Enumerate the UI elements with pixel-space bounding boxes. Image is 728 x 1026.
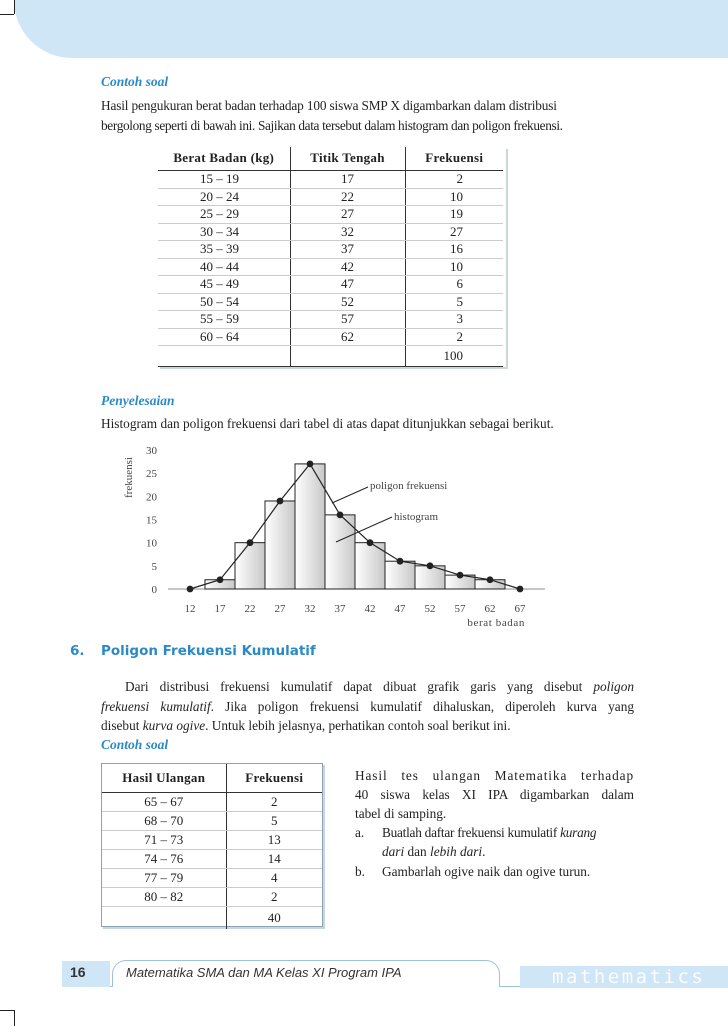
- cell-frekuensi: 2: [405, 328, 503, 346]
- cell-hasil-ulangan: 74 – 76: [102, 850, 226, 869]
- cell-frekuensi: 5: [226, 812, 322, 831]
- section6-p2-text: . Jika poligon frekuensi kumulatif dihaluskan, diperoleh kurva yang: [210, 699, 634, 714]
- section6-number: 6.: [70, 643, 85, 659]
- header-titik-tengah: Titik Tengah: [290, 147, 405, 171]
- cell-total: 40: [226, 907, 322, 930]
- cell-titik-tengah: 52: [290, 293, 405, 311]
- cell-hasil-ulangan: 71 – 73: [102, 831, 226, 850]
- item-a-line1: [382, 823, 637, 842]
- crop-mark-bottom-left: [0, 1010, 14, 1011]
- example2-desc-line2: 40 siswa kelas XI IPA digambarkan dalam: [355, 787, 634, 802]
- cell-berat-badan: 60 – 64: [158, 328, 290, 346]
- cell-hasil-ulangan: 68 – 70: [102, 812, 226, 831]
- example1-text-line2: bergolong seperti di bawah ini. Sajikan data tersebut dalam histogram dan poligon frekuensi.: [101, 118, 563, 133]
- cell-empty: [158, 346, 290, 367]
- section6-paragraph-line1: [125, 677, 634, 696]
- weight-table: [158, 147, 503, 367]
- item-a-em-dari: dari: [382, 844, 405, 859]
- histogram-chart: [100, 436, 560, 636]
- x-tick-label: 57: [454, 603, 466, 615]
- table-row: [102, 850, 322, 869]
- cell-frekuensi: 10: [405, 188, 503, 206]
- y-axis-label: frekuensi: [123, 457, 135, 498]
- x-tick-label: 27: [274, 603, 286, 615]
- cell-frekuensi: 16: [405, 241, 503, 259]
- header-berat-badan: Berat Badan (kg): [158, 147, 290, 171]
- weight-table-header-row: [158, 147, 503, 171]
- example1-label: Contoh soal: [101, 74, 169, 89]
- cell-frekuensi: 13: [226, 831, 322, 850]
- cell-frekuensi: 2: [226, 888, 322, 907]
- example1-text-line1: Hasil pengukuran berat badan terhadap 100 siswa SMP X digambarkan dalam distribusi: [101, 98, 557, 113]
- cell-frekuensi: 5: [405, 293, 503, 311]
- y-tick-label: 10: [146, 537, 157, 550]
- footer-book-title: Matematika SMA dan MA Kelas XI Program IPA: [126, 965, 402, 980]
- polygon-point: [187, 586, 194, 593]
- y-tick-label: 5: [151, 560, 157, 573]
- histogram-bar: [265, 501, 295, 589]
- section6-p1-em: poligon: [593, 679, 634, 694]
- example2-label: Contoh soal: [101, 737, 169, 752]
- solution-text: Histogram dan poligon frekuensi dari tabel di atas dapat ditunjukkan sebagai berikut.: [101, 416, 554, 431]
- footer-watermark: mathematics: [552, 966, 706, 988]
- table-row: [158, 276, 503, 294]
- item-b-text: Gambarlah ogive naik dan ogive turun.: [382, 864, 591, 879]
- polygon-point: [307, 461, 314, 468]
- table-row: [158, 171, 503, 189]
- polygon-point: [427, 562, 434, 569]
- score-table-container: [101, 763, 323, 927]
- histogram-bar: [385, 561, 415, 589]
- cell-berat-badan: 40 – 44: [158, 258, 290, 276]
- histogram-bar: [325, 515, 355, 589]
- x-tick-label: 37: [334, 603, 346, 615]
- x-tick-label: 22: [244, 603, 256, 615]
- example2-desc-line3: tabel di samping.: [355, 806, 447, 821]
- score-table-header-row: [102, 764, 322, 793]
- cell-frekuensi: 14: [226, 850, 322, 869]
- polygon-point: [277, 498, 284, 505]
- table-row: [158, 293, 503, 311]
- section6-title: Poligon Frekuensi Kumulatif: [101, 643, 316, 659]
- crop-mark-top-left: [0, 14, 14, 15]
- y-tick-label: 15: [146, 514, 157, 527]
- cell-titik-tengah: 57: [290, 311, 405, 329]
- x-axis-label: berat badan: [467, 617, 525, 629]
- section6-paragraph-line2: [101, 697, 634, 716]
- cell-berat-badan: 50 – 54: [158, 293, 290, 311]
- cell-titik-tengah: 37: [290, 241, 405, 259]
- section6-p3-em: kurva ogive: [142, 718, 206, 733]
- cell-frekuensi: 27: [405, 223, 503, 241]
- cell-titik-tengah: 32: [290, 223, 405, 241]
- cell-frekuensi: 4: [226, 869, 322, 888]
- section6-p3-a: disebut: [101, 718, 143, 733]
- section6-p2-em: frekuensi kumulatif: [101, 699, 211, 714]
- item-a-line2: [382, 842, 485, 861]
- section6-paragraph-line3: [101, 716, 634, 735]
- polygon-point: [517, 586, 524, 593]
- item-a-em-lebih-dari: lebih dari: [430, 844, 483, 859]
- weight-table-container: [158, 147, 506, 367]
- item-a-label: a.: [355, 825, 365, 840]
- table-total-row: [102, 907, 322, 930]
- table-row: [102, 793, 322, 812]
- x-tick-label: 32: [304, 603, 316, 615]
- item-b-label: b.: [355, 864, 365, 879]
- cell-hasil-ulangan: 65 – 67: [102, 793, 226, 812]
- cell-frekuensi: 10: [405, 258, 503, 276]
- cell-berat-badan: 20 – 24: [158, 188, 290, 206]
- solution-label: Penyelesaian: [101, 393, 175, 408]
- cell-frekuensi: 2: [405, 171, 503, 189]
- cell-empty: [290, 346, 405, 367]
- header-hasil-ulangan: Hasil Ulangan: [102, 764, 226, 793]
- y-tick-label: 20: [146, 491, 157, 504]
- cell-titik-tengah: 42: [290, 258, 405, 276]
- polygon-point: [367, 539, 374, 546]
- x-tick-label: 17: [214, 603, 226, 615]
- cell-hasil-ulangan: 77 – 79: [102, 869, 226, 888]
- table-row: [158, 311, 503, 329]
- annotation-poligon-frekuensi: poligon frekuensi: [370, 480, 448, 492]
- x-tick-label: 52: [424, 603, 436, 615]
- table-row: [102, 812, 322, 831]
- cell-frekuensi: 2: [226, 793, 322, 812]
- section6-p1-text: Dari distribusi frekuensi kumulatif dapat dibuat grafik garis yang disebut: [125, 679, 594, 694]
- item-a-text: Buatlah daftar frekuensi kumulatif: [382, 825, 561, 840]
- histogram-bar: [235, 543, 265, 589]
- y-tick-label: 0: [151, 584, 157, 596]
- x-tick-label: 62: [484, 603, 496, 615]
- polygon-point: [247, 539, 254, 546]
- item-a-mid: dan: [404, 844, 431, 859]
- cell-hasil-ulangan: 80 – 82: [102, 888, 226, 907]
- polygon-point: [487, 576, 494, 583]
- cell-empty: [102, 907, 226, 930]
- table-row: [158, 188, 503, 206]
- cell-titik-tengah: 62: [290, 328, 405, 346]
- cell-frekuensi: 6: [405, 276, 503, 294]
- polygon-point: [457, 572, 464, 579]
- x-tick-label: 12: [184, 603, 196, 615]
- cell-total: 100: [405, 346, 503, 367]
- x-tick-label: 42: [364, 603, 376, 615]
- item-a-end: .: [482, 844, 486, 859]
- cell-berat-badan: 35 – 39: [158, 241, 290, 259]
- y-tick-label: 25: [146, 468, 157, 481]
- header-frekuensi-2: Frekuensi: [226, 764, 322, 793]
- header-band: [14, 0, 728, 58]
- section6-p3-b: . Untuk lebih jelasnya, perhatikan contoh soal berikut ini.: [205, 718, 511, 733]
- polygon-point: [217, 576, 224, 583]
- table-row: [158, 241, 503, 259]
- table-row: [102, 831, 322, 850]
- table-row: [158, 258, 503, 276]
- cell-berat-badan: 30 – 34: [158, 223, 290, 241]
- cell-berat-badan: 15 – 19: [158, 171, 290, 189]
- table-row: [102, 869, 322, 888]
- cell-berat-badan: 25 – 29: [158, 206, 290, 224]
- table-row: [102, 888, 322, 907]
- cell-frekuensi: 3: [405, 311, 503, 329]
- header-frekuensi: Frekuensi: [405, 147, 503, 171]
- annotation-histogram: histogram: [394, 511, 438, 523]
- footer-page-number: 16: [70, 964, 86, 980]
- crop-mark-bottom-left-v: [14, 1010, 15, 1026]
- table-row: [158, 223, 503, 241]
- score-table: [102, 764, 322, 929]
- cell-titik-tengah: 17: [290, 171, 405, 189]
- table-row: [158, 328, 503, 346]
- item-a-em-kurang: kurang: [560, 825, 597, 840]
- cell-titik-tengah: 47: [290, 276, 405, 294]
- table-row: [158, 206, 503, 224]
- cell-frekuensi: 19: [405, 206, 503, 224]
- table-total-row: [158, 346, 503, 367]
- cell-titik-tengah: 27: [290, 206, 405, 224]
- polygon-point: [397, 558, 404, 565]
- x-tick-label: 47: [394, 603, 406, 615]
- x-tick-label: 67: [514, 603, 526, 615]
- cell-titik-tengah: 22: [290, 188, 405, 206]
- cell-berat-badan: 45 – 49: [158, 276, 290, 294]
- y-tick-label: 30: [146, 445, 157, 457]
- crop-mark-top-left-v: [14, 0, 15, 14]
- annotation-leader-poligon: [332, 487, 368, 503]
- polygon-point: [337, 511, 344, 518]
- example2-desc-line1: Hasil tes ulangan Matematika terhadap: [355, 768, 634, 783]
- cell-berat-badan: 55 – 59: [158, 311, 290, 329]
